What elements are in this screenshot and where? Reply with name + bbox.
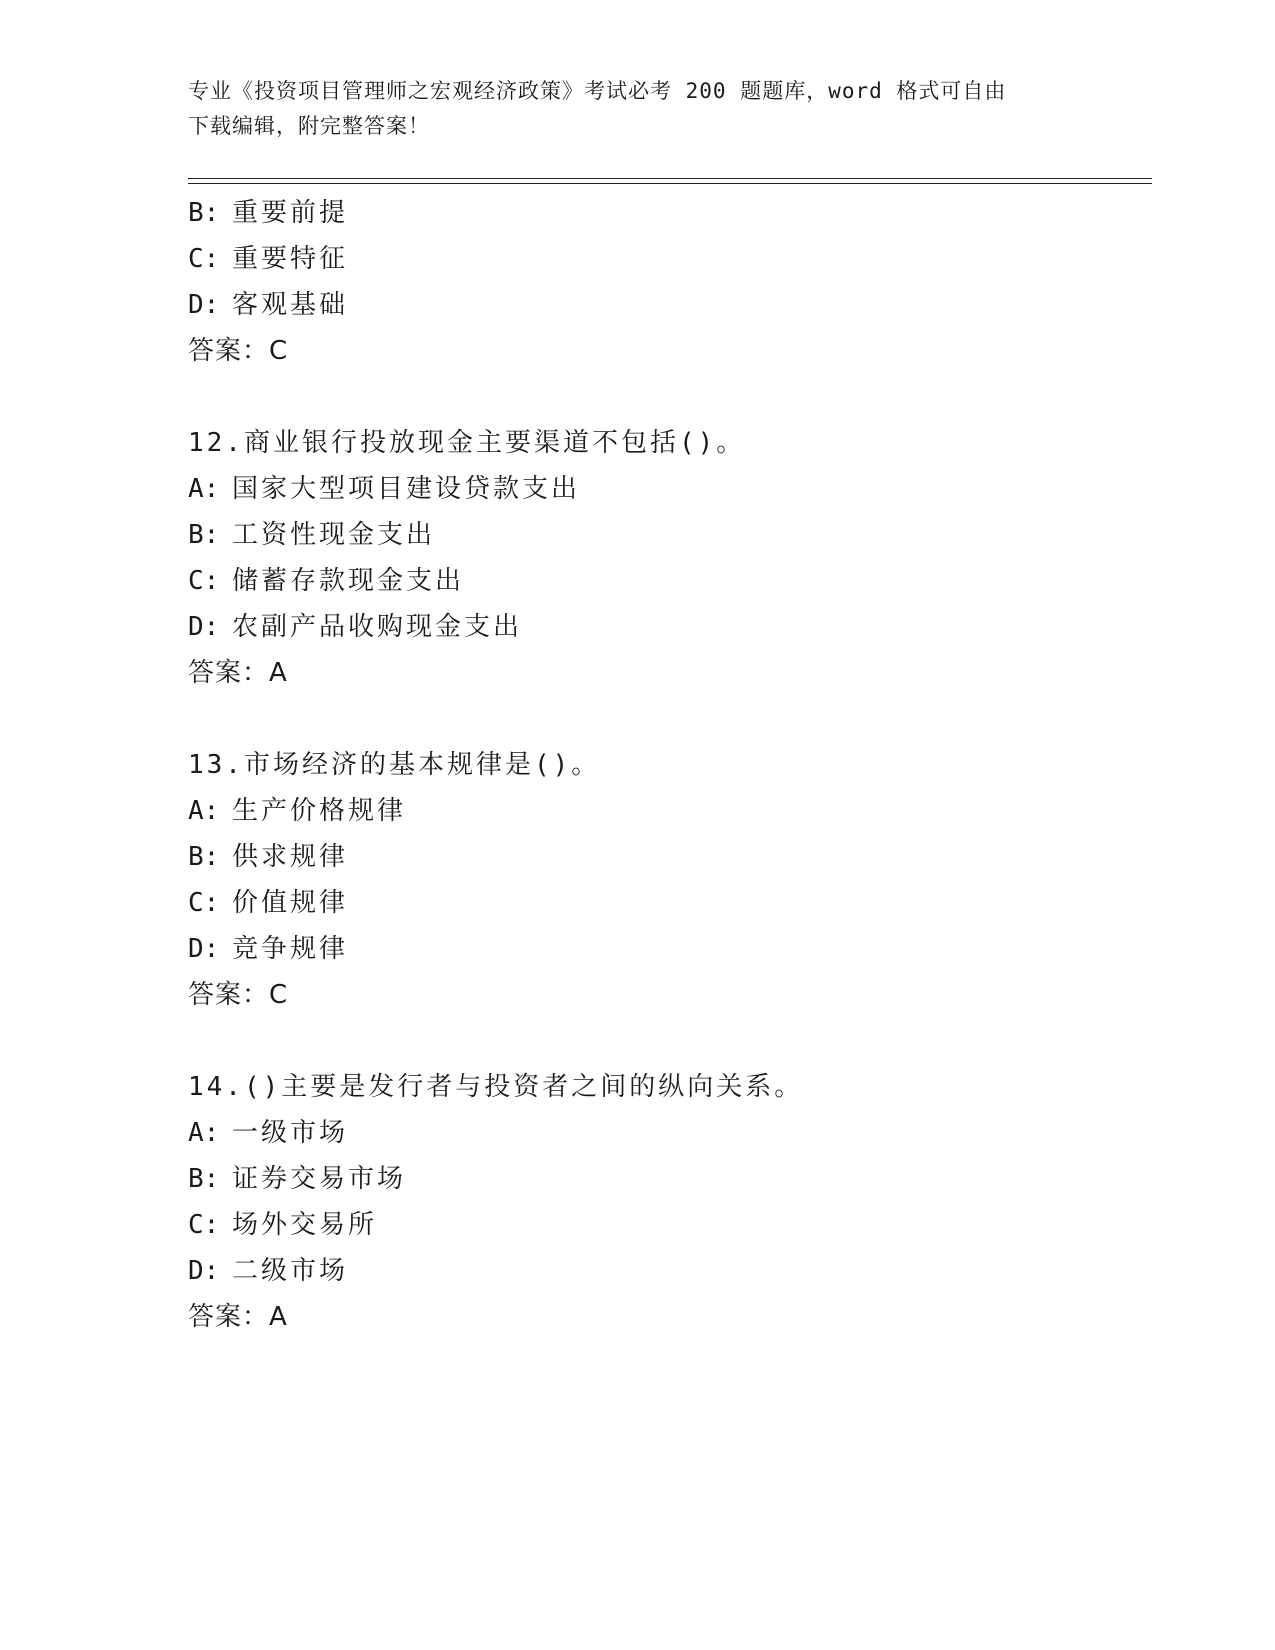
- option-a: [188, 788, 1152, 834]
- question-gap: [188, 1018, 1152, 1064]
- option-c: [188, 880, 1152, 926]
- option-text: 二级市场: [232, 1256, 349, 1286]
- option-b: [188, 1156, 1152, 1202]
- question-stem: 12.商业银行投放现金主要渠道不包括()。: [188, 428, 746, 458]
- option-c: [188, 558, 1152, 604]
- option-text: 客观基础: [232, 290, 349, 320]
- question-stem: 14.()主要是发行者与投资者之间的纵向关系。: [188, 1072, 804, 1102]
- option-letter: D:: [188, 934, 220, 964]
- answer-line: 答案：C: [188, 336, 289, 366]
- option-text: 重要前提: [232, 198, 349, 228]
- question-gap: [188, 696, 1152, 742]
- option-letter: B:: [188, 520, 220, 550]
- option-text: 国家大型项目建设贷款支出: [232, 474, 581, 504]
- option-d: [188, 604, 1152, 650]
- option-d: [188, 926, 1152, 972]
- header-divider-bottom: [188, 183, 1152, 184]
- option-letter: B:: [188, 198, 220, 228]
- option-letter: A:: [188, 1118, 220, 1148]
- option-letter: A:: [188, 796, 220, 826]
- option-letter: B:: [188, 842, 220, 872]
- option-letter: A:: [188, 474, 220, 504]
- answer-line: 答案：C: [188, 980, 289, 1010]
- option-b: [188, 512, 1152, 558]
- option-text: 农副产品收购现金支出: [232, 612, 523, 642]
- option-text: 竞争规律: [232, 934, 349, 964]
- option-c: [188, 1202, 1152, 1248]
- option-letter: D:: [188, 290, 220, 320]
- option-text: 重要特征: [232, 244, 349, 274]
- question-gap: [188, 374, 1152, 420]
- question-block-11: [188, 190, 1152, 374]
- option-text: 一级市场: [232, 1118, 349, 1148]
- option-text: 工资性现金支出: [232, 520, 436, 550]
- option-text: 场外交易所: [232, 1210, 378, 1240]
- option-letter: B:: [188, 1164, 220, 1194]
- option-c: [188, 236, 1152, 282]
- option-d: [188, 282, 1152, 328]
- document-header: [188, 74, 1088, 144]
- option-b: [188, 190, 1152, 236]
- option-letter: D:: [188, 1256, 220, 1286]
- option-letter: C:: [188, 888, 220, 918]
- question-list: [188, 190, 1152, 1340]
- option-a: [188, 466, 1152, 512]
- option-text: 储蓄存款现金支出: [232, 566, 465, 596]
- option-d: [188, 1248, 1152, 1294]
- option-letter: D:: [188, 612, 220, 642]
- header-line-2: 下载编辑，附完整答案！: [188, 114, 430, 138]
- option-b: [188, 834, 1152, 880]
- header-line-1: 专业《投资项目管理师之宏观经济政策》考试必考 200 题题库，word 格式可自由: [188, 79, 1007, 103]
- option-text: 供求规律: [232, 842, 349, 872]
- answer-line: 答案：A: [188, 1302, 288, 1332]
- answer-line: 答案：A: [188, 658, 288, 688]
- option-text: 生产价格规律: [232, 796, 407, 826]
- header-divider-top: [188, 178, 1152, 179]
- question-block-14: [188, 1064, 1152, 1340]
- option-letter: C:: [188, 1210, 220, 1240]
- option-letter: C:: [188, 244, 220, 274]
- option-letter: C:: [188, 566, 220, 596]
- question-block-12: [188, 420, 1152, 696]
- option-a: [188, 1110, 1152, 1156]
- option-text: 价值规律: [232, 888, 349, 918]
- option-text: 证券交易市场: [232, 1164, 407, 1194]
- question-stem: 13.市场经济的基本规律是()。: [188, 750, 601, 780]
- question-block-13: [188, 742, 1152, 1018]
